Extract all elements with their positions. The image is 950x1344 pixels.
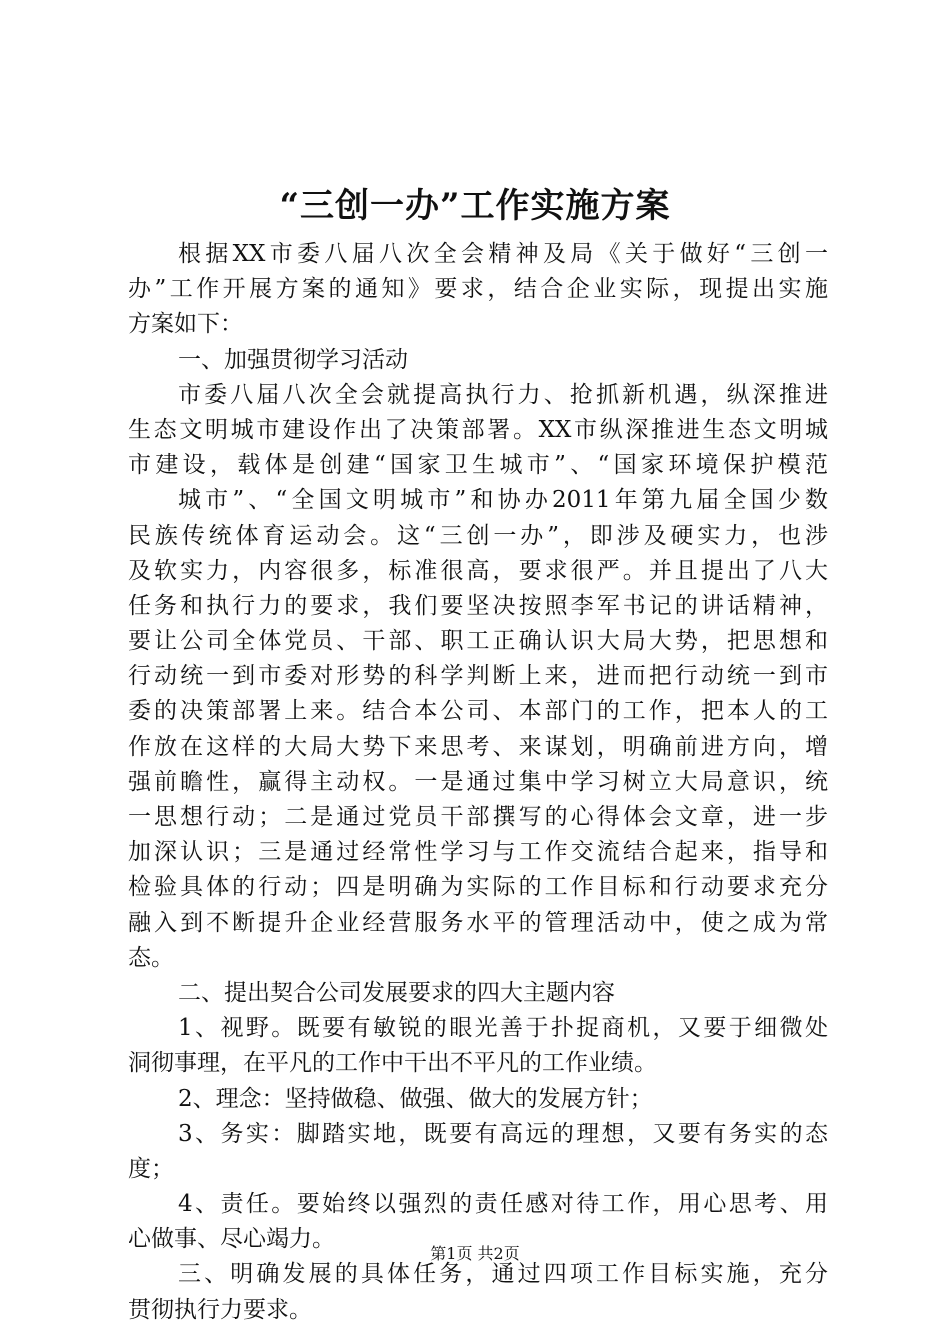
paragraph-line: 方案如下： [128, 311, 243, 338]
section-heading: 一、加强贯彻学习活动 [178, 346, 408, 373]
document-body [128, 237, 828, 1328]
paragraph-line: 市建设，载体是创建“国家卫生城市”、“国家环境保护模范 [128, 452, 828, 479]
list-item-line: 洞彻事理，在平凡的工作中干出不平凡的工作业绩。 [128, 1050, 657, 1077]
paragraph-line: 融入到不断提升企业经营服务水平的管理活动中，使之成为常 [128, 909, 828, 936]
paragraph-line: 市委八届八次全会就提高执行力、抢抓新机遇，纵深推进 [178, 381, 828, 408]
paragraph-line: 行动统一到市委对形势的科学判断上来，进而把行动统一到市 [128, 663, 828, 690]
paragraph-line: 要让公司全体党员、干部、职工正确认识大局大势，把思想和 [128, 628, 828, 655]
paragraph-line: 任务和执行力的要求，我们要坚决按照李军书记的讲话精神， [128, 592, 828, 619]
page-number-footer: 第1页 共2页 [430, 1244, 520, 1263]
section-heading: 贯彻执行力要求。 [128, 1296, 312, 1323]
list-item-line: 3、务实：脚踏实地，既要有高远的理想，又要有务实的态 [178, 1120, 828, 1147]
paragraph-line: 办”工作开展方案的通知》要求，结合企业实际，现提出实施 [128, 276, 828, 303]
list-item-line: 心做事、尽心竭力。 [128, 1226, 335, 1253]
document-title: “三创一办”工作实施方案 [279, 186, 671, 226]
paragraph-line: 根据XX市委八届八次全会精神及局《关于做好“三创一 [178, 241, 828, 267]
list-item-line: 1、视野。既要有敏锐的眼光善于扑捉商机，又要于细微处 [178, 1015, 828, 1042]
paragraph-line: 一思想行动；二是通过党员干部撰写的心得体会文章，进一步 [128, 804, 828, 830]
paragraph-line: 及软实力，内容很多，标准很高，要求很严。并且提出了八大 [128, 557, 828, 584]
section-heading: 二、提出契合公司发展要求的四大主题内容 [178, 979, 615, 1006]
paragraph-line: 生态文明城市建设作出了决策部署。XX市纵深推进生态文明城 [128, 416, 828, 443]
list-item-line: 2、理念：坚持做稳、做强、做大的发展方针； [178, 1085, 653, 1112]
list-item-line: 4、责任。要始终以强烈的责任感对待工作，用心思考、用 [178, 1191, 828, 1218]
paragraph-line: 委的决策部署上来。结合本公司、本部门的工作，把本人的工 [128, 698, 828, 725]
list-item-line: 度； [128, 1155, 174, 1182]
paragraph-line: 检验具体的行动；四是明确为实际的工作目标和行动要求充分 [128, 874, 828, 901]
paragraph-line: 态。 [128, 944, 174, 971]
paragraph-line: 加深认识；三是通过经常性学习与工作交流结合起来，指导和 [128, 839, 828, 866]
paragraph-line: 作放在这样的大局大势下来思考、来谋划，明确前进方向，增 [128, 733, 828, 760]
paragraph-line: 强前瞻性，赢得主动权。一是通过集中学习树立大局意识，统 [128, 768, 828, 795]
paragraph-line: 民族传统体育运动会。这“三创一办”，即涉及硬实力，也涉 [128, 522, 828, 549]
paragraph-line: 城市”、“全国文明城市”和协办2011年第九届全国少数 [178, 487, 828, 514]
section-heading: 三、明确发展的具体任务，通过四项工作目标实施，充分 [178, 1261, 828, 1288]
